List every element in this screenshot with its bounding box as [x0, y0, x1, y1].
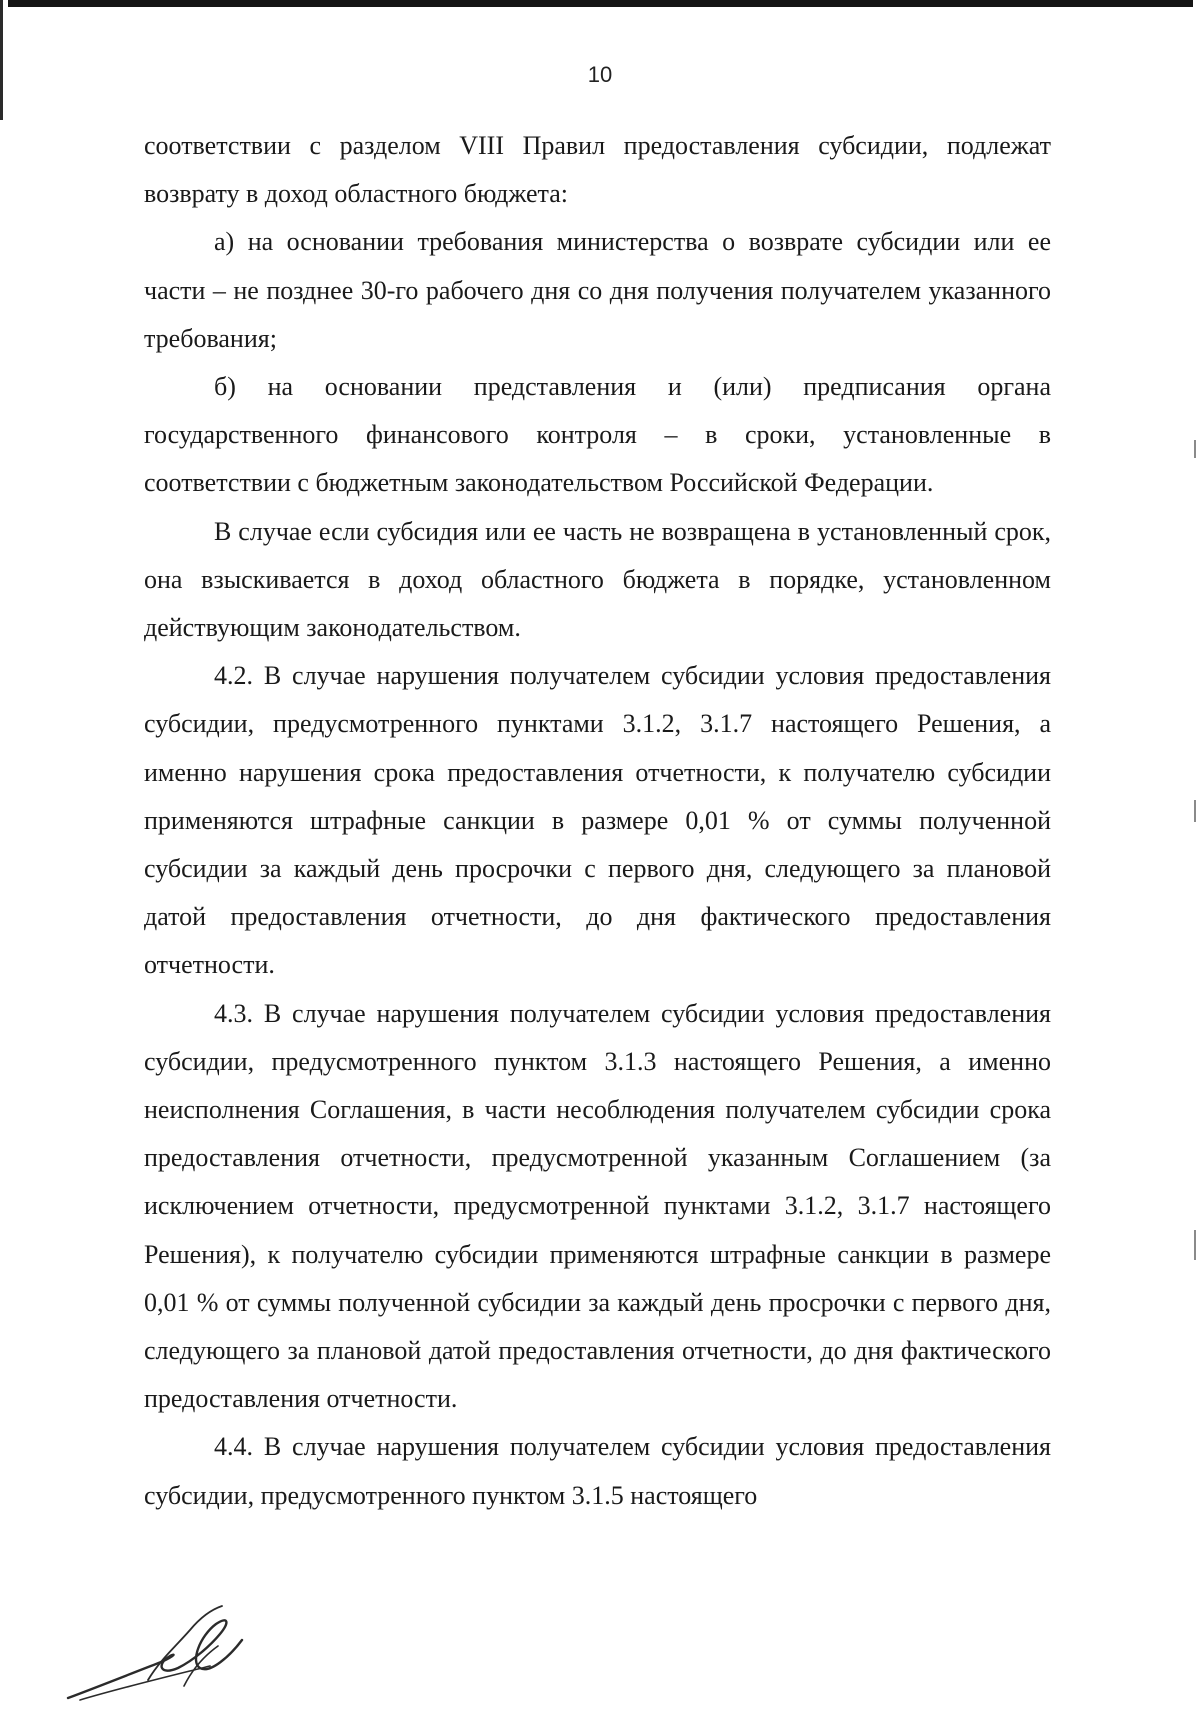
paragraph: 4.3. В случае нарушения получателем субсидии условия предоставления субсидии, предусмотренного пунктом 3.1.3 настоящего Решения, а именно неисполнения Соглашения, в части несоблюдения получателем субсидии срока предоставления отчетности, предусмотренной указанным Соглашением (за исключением отчетности, предусмотренной пунктами 3.1.2, 3.1.7 настоящего Решения), к получателю субсидии применяются штрафные санкции в размере 0,01 % от суммы полученной субсидии за каждый день просрочки с первого дня, следующего за плановой датой предоставления отчетности, до дня фактического предоставления отчетности.	[144, 998, 1051, 1414]
paragraph: 4.2. В случае нарушения получателем субсидии условия предоставления субсидии, предусмотренного пунктами 3.1.2, 3.1.7 настоящего Решения, а именно нарушения срока предоставления отчетности, к получателю субсидии применяются штрафные санкции в размере 0,01 % от суммы полученной субсидии за каждый день просрочки с первого дня, следующего за плановой датой предоставления отчетности, до дня фактического предоставления отчетности.	[144, 661, 1051, 980]
paragraph: б) на основании представления и (или) предписания органа государственного финансового контроля – в сроки, установленные в соответствии с бюджетным законодательством Российской Федерации.	[144, 372, 1051, 498]
scan-top-edge	[8, 0, 1193, 7]
scan-right-mark	[1194, 800, 1196, 822]
paragraph: соответствии с разделом VIII Правил предоставления субсидии, подлежат возврату в доход областного бюджета:	[144, 131, 1051, 209]
scan-right-mark	[1194, 440, 1196, 458]
paragraph: а) на основании требования министерства о возврате субсидии или ее части – не позднее 30-го рабочего дня со дня получения получателем указанного требования;	[144, 227, 1051, 353]
signature-icon	[60, 1590, 260, 1710]
paragraph: 4.4. В случае нарушения получателем субсидии условия предоставления субсидии, предусмотренного пунктом 3.1.5 настоящего	[144, 1432, 1051, 1510]
paragraph: В случае если субсидия или ее часть не возвращена в установленный срок, она взыскивается в доход областного бюджета в порядке, установленном действующим законодательством.	[144, 516, 1051, 643]
scan-right-mark	[1194, 1230, 1196, 1260]
scan-left-edge	[0, 0, 3, 120]
page-number: 10	[587, 62, 613, 87]
document-body	[144, 122, 1051, 1520]
